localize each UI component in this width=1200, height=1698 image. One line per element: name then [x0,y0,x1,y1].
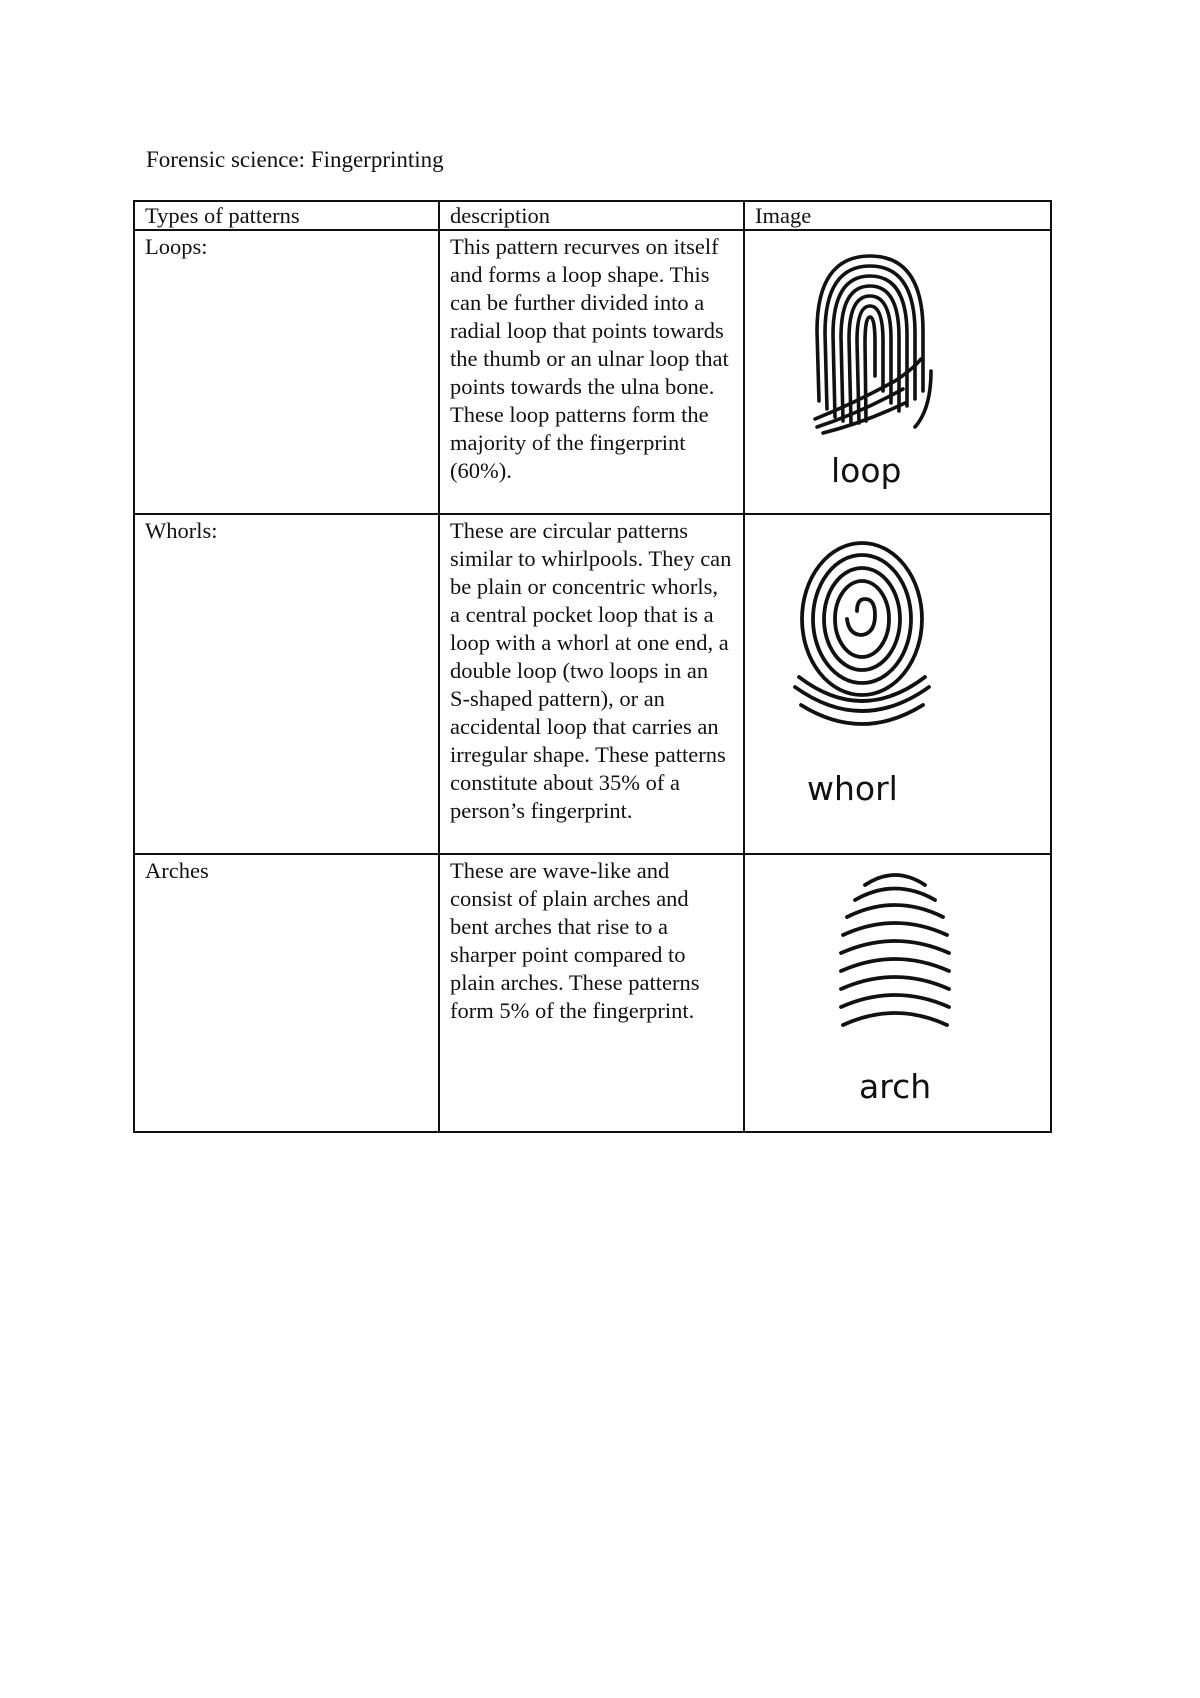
fingerprint-patterns-table [133,200,1052,1133]
arch-label: arch [859,1067,932,1106]
image-cell-arches [744,854,1051,1132]
image-cell-loops [744,230,1051,514]
whorl-fingerprint-icon [745,515,1051,851]
header-description: description [439,201,744,230]
image-cell-whorls [744,514,1051,854]
pattern-type-arches: Arches [134,854,439,1132]
table-row-loops [134,230,1051,514]
header-image: Image [744,201,1051,230]
description-whorls: These are circular patterns similar to whirlpools. They can be plain or concentric whorls, a central pocket loop that is a loop with a whorl at one end, a double loop (two loops in an S-shaped pattern), or an accidental loop that carries an irregular shape. These patterns constitute about 35% of a person’s fingerprint. [439,514,744,854]
header-types-of-patterns: Types of patterns [134,201,439,230]
loop-label: loop [831,451,902,490]
table-row-whorls [134,514,1051,854]
table-row-arches [134,854,1051,1132]
table-header-row [134,201,1051,230]
description-loops: This pattern recurves on itself and forms a loop shape. This can be further divided into a radial loop that points towards the thumb or an ulnar loop that points towards the ulna bone. These loop patterns form the majority of the fingerprint (60%). [439,230,744,514]
pattern-type-whorls: Whorls: [134,514,439,854]
page-title: Forensic science: Fingerprinting [146,147,444,172]
pattern-type-loops: Loops: [134,230,439,514]
whorl-label: whorl [807,769,898,808]
description-arches: These are wave-like and consist of plain arches and bent arches that rise to a sharper point compared to plain arches. These patterns form 5% of the fingerprint. [439,854,744,1132]
